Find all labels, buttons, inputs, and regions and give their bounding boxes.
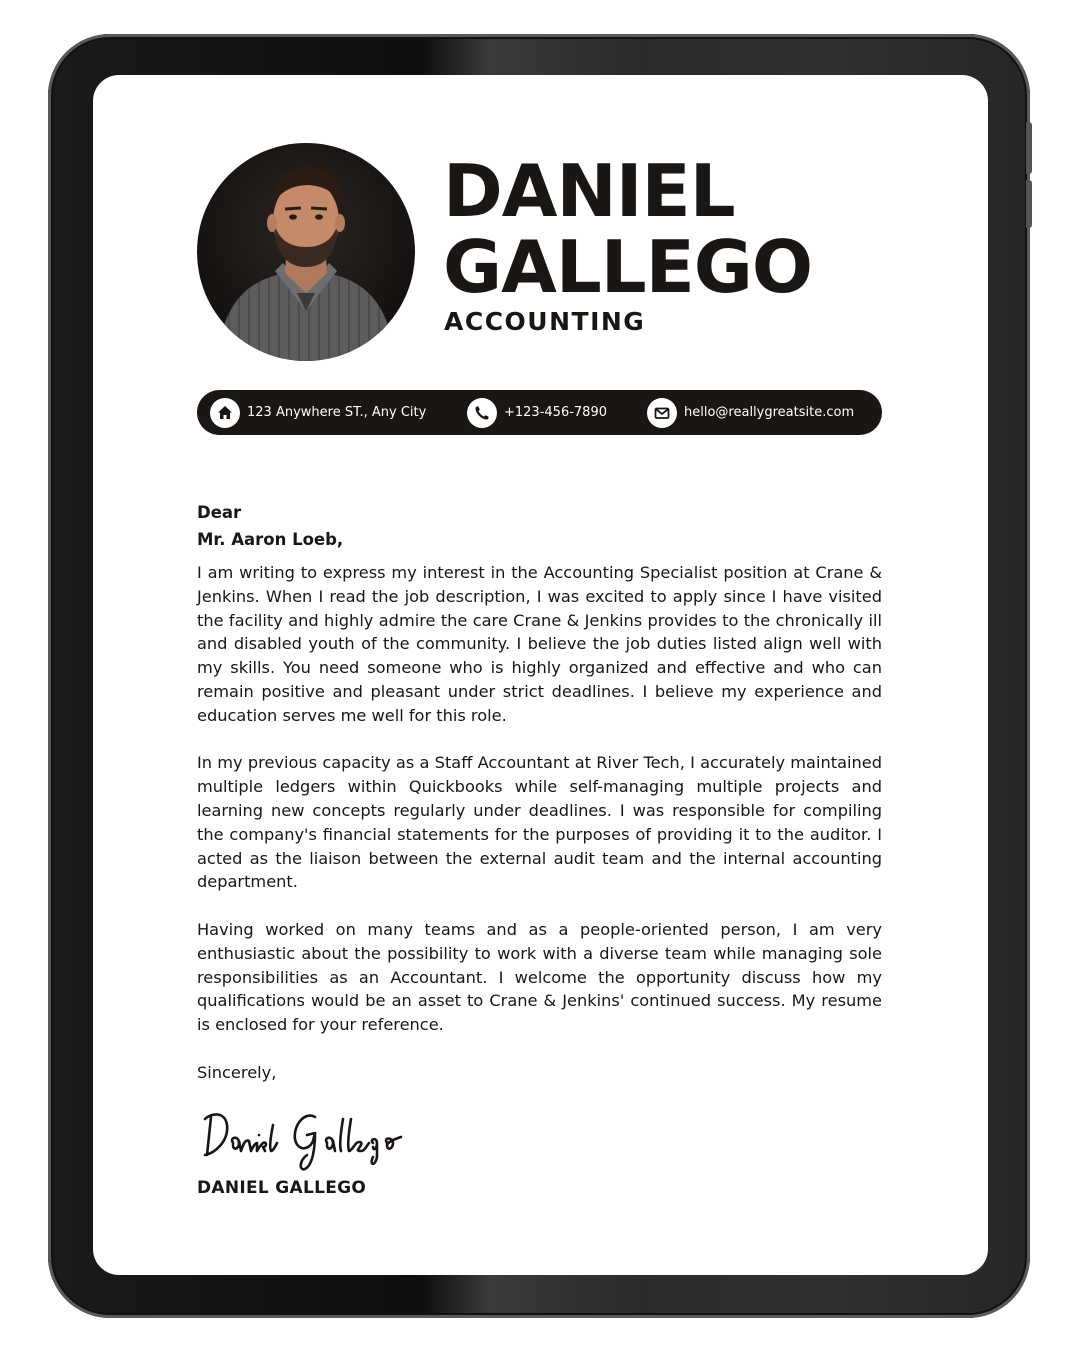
contact-email <box>647 397 854 428</box>
contact-phone <box>467 397 607 428</box>
first-name: DANIEL <box>443 149 735 233</box>
salutation-line-1: Dear <box>197 503 242 522</box>
letter-paragraph-2: In my previous capacity as a Staff Accountant at River Tech, I accurately maintained multiple ledgers within Quickbooks while self-managing multiple projects and learning new concepts regularly under deadlines. I was responsible for compiling the company's financial statements for the purposes of providing it to the auditor. I acted as the liaison between the external audit team and the internal accounting department. <box>197 753 882 892</box>
tablet-side-button-top <box>1026 122 1032 174</box>
last-name: GALLEGO <box>443 225 813 309</box>
closing-line: Sincerely, <box>197 1062 277 1082</box>
contact-address <box>210 397 426 428</box>
letter-paragraph-3: Having worked on many teams and as a people-oriented person, I am very enthusiastic about the possibility to work with a diverse team while managing sole responsibilities as an Accountant. I welcome the opportunity discuss how my qualifications would be an asset to Crane & Jenkins' continued success. My resume is enclosed for your reference. <box>197 919 882 1035</box>
contact-bar <box>197 390 882 435</box>
signed-name: DANIEL GALLEGO <box>197 1177 367 1198</box>
applicant-name <box>443 149 813 309</box>
job-title: ACCOUNTING <box>444 307 646 336</box>
tablet-screen <box>93 75 988 1275</box>
home-icon <box>210 398 240 428</box>
handwritten-signature <box>197 1095 882 1175</box>
letter-paragraph-1: I am writing to express my interest in the Accounting Specialist position at Crane & Jenkins. When I read the job description, I was excited to apply since I have visited the facility and highly admire the care Crane & Jenkins provides to the chronically ill and disabled youth of the community. I believe the job duties listed align well with my skills. You need someone who is highly organized and effective and who can remain positive and pleasant under strict deadlines. I believe my experience and education serves me well for this role. <box>197 563 882 725</box>
phone-icon <box>467 398 497 428</box>
address-text: 123 Anywhere ST., Any City <box>247 405 427 420</box>
cover-letter-body <box>197 499 882 1200</box>
email-text: hello@reallygreatsite.com <box>684 405 855 420</box>
signature-drawing <box>197 1095 437 1175</box>
profile-photo-illustration <box>197 143 415 361</box>
profile-photo <box>197 143 415 361</box>
tablet-side-button-bottom <box>1026 180 1032 228</box>
mail-icon <box>647 398 677 428</box>
phone-text: +123-456-7890 <box>504 405 607 420</box>
salutation-line-2: Mr. Aaron Loeb, <box>197 530 344 549</box>
